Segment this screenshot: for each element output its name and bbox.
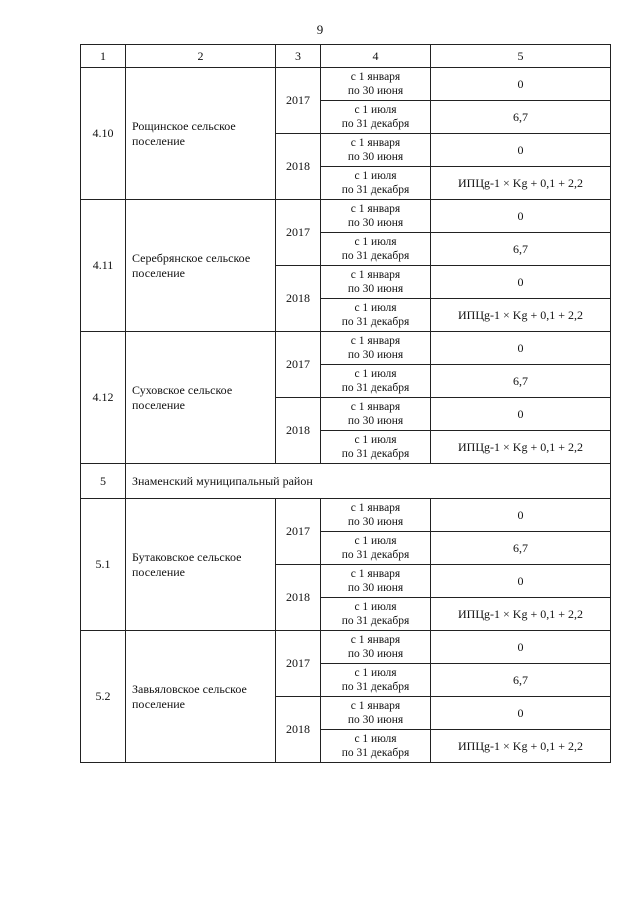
year-cell: 2017 [276,499,321,565]
period-line: с 1 января [350,501,401,514]
period-line: по 31 декабря [341,382,410,394]
year-cell: 2018 [276,134,321,200]
period-line: с 1 июля [354,367,397,380]
period-line: с 1 января [350,202,401,215]
value-cell: 6,7 [431,532,611,565]
value-cell: 0 [431,200,611,233]
period-line: по 31 декабря [341,250,410,262]
period-cell [321,200,431,233]
value-cell: ИПЦg-1 × Kg + 0,1 + 2,2 [431,299,611,332]
period-line: по 31 декабря [341,549,410,561]
period-cell [321,266,431,299]
period-line: с 1 июля [354,600,397,613]
period-cell [321,233,431,266]
period-line: с 1 января [350,136,401,149]
table-row [81,200,611,233]
page-number: 9 [316,22,324,37]
value-cell: 0 [431,332,611,365]
value-cell: 6,7 [431,233,611,266]
value-cell: ИПЦg-1 × Kg + 0,1 + 2,2 [431,730,611,763]
period-line: по 30 июня [347,415,404,427]
period-line: по 30 июня [347,349,404,361]
period-line: с 1 июля [354,732,397,745]
table-row [81,631,611,664]
period-line: с 1 января [350,699,401,712]
value-cell: 6,7 [431,101,611,134]
period-line: с 1 января [350,268,401,281]
value-cell: 0 [431,134,611,167]
entry-number: 4.12 [81,332,126,464]
settlement-name: Рощинское сельское поселение [126,68,276,200]
period-cell [321,134,431,167]
period-cell [321,697,431,730]
section-number: 5 [81,464,126,499]
period-line: с 1 января [350,567,401,580]
period-cell [321,565,431,598]
period-cell [321,730,431,763]
year-cell: 2018 [276,398,321,464]
column-header: 2 [126,45,276,68]
period-cell [321,532,431,565]
header-row [81,45,611,68]
period-cell [321,68,431,101]
table-row [81,332,611,365]
column-header: 1 [81,45,126,68]
period-cell [321,431,431,464]
year-cell: 2017 [276,200,321,266]
entry-number: 5.2 [81,631,126,763]
period-cell [321,332,431,365]
period-line: с 1 июля [354,235,397,248]
period-line: по 30 июня [347,582,404,594]
period-line: с 1 января [350,334,401,347]
period-line: по 31 декабря [341,747,410,759]
period-cell [321,167,431,200]
tariff-table [80,44,611,763]
period-cell [321,631,431,664]
year-cell: 2017 [276,332,321,398]
column-header: 4 [321,45,431,68]
period-line: с 1 июля [354,169,397,182]
year-cell: 2017 [276,631,321,697]
period-line: с 1 июля [354,433,397,446]
period-line: с 1 июля [354,103,397,116]
value-cell: ИПЦg-1 × Kg + 0,1 + 2,2 [431,167,611,200]
settlement-name: Серебрянское сельское поселение [126,200,276,332]
period-line: по 30 июня [347,648,404,660]
entry-number: 4.10 [81,68,126,200]
value-cell: 0 [431,398,611,431]
entry-number: 4.11 [81,200,126,332]
period-cell [321,398,431,431]
period-line: по 30 июня [347,151,404,163]
period-line: по 31 декабря [341,316,410,328]
value-cell: 0 [431,565,611,598]
entry-number: 5.1 [81,499,126,631]
period-line: с 1 июля [354,301,397,314]
year-cell: 2018 [276,565,321,631]
period-cell [321,299,431,332]
period-line: с 1 июля [354,534,397,547]
value-cell: 6,7 [431,664,611,697]
column-header: 3 [276,45,321,68]
period-line: с 1 июля [354,666,397,679]
period-line: по 30 июня [347,516,404,528]
period-cell [321,664,431,697]
period-line: по 30 июня [347,217,404,229]
value-cell: 0 [431,697,611,730]
period-line: по 31 декабря [341,184,410,196]
column-header: 5 [431,45,611,68]
period-line: по 31 декабря [341,615,410,627]
value-cell: ИПЦg-1 × Kg + 0,1 + 2,2 [431,598,611,631]
period-cell [321,499,431,532]
period-line: по 30 июня [347,85,404,97]
period-line: с 1 января [350,633,401,646]
value-cell: 6,7 [431,365,611,398]
table-row [81,68,611,101]
section-row [81,464,611,499]
period-line: по 31 декабря [341,681,410,693]
settlement-name: Суховское сельское поселение [126,332,276,464]
value-cell: 0 [431,68,611,101]
settlement-name: Завьяловское сельское поселение [126,631,276,763]
period-cell [321,365,431,398]
value-cell: 0 [431,631,611,664]
value-cell: 0 [431,499,611,532]
period-cell [321,598,431,631]
period-line: с 1 января [350,70,401,83]
table-row [81,499,611,532]
section-name: Знаменский муниципальный район [126,464,611,499]
period-cell [321,101,431,134]
year-cell: 2017 [276,68,321,134]
period-line: по 30 июня [347,283,404,295]
period-line: по 30 июня [347,714,404,726]
value-cell: ИПЦg-1 × Kg + 0,1 + 2,2 [431,431,611,464]
year-cell: 2018 [276,697,321,763]
year-cell: 2018 [276,266,321,332]
period-line: по 31 декабря [341,448,410,460]
settlement-name: Бутаковское сельское поселение [126,499,276,631]
period-line: по 31 декабря [341,118,410,130]
value-cell: 0 [431,266,611,299]
period-line: с 1 января [350,400,401,413]
